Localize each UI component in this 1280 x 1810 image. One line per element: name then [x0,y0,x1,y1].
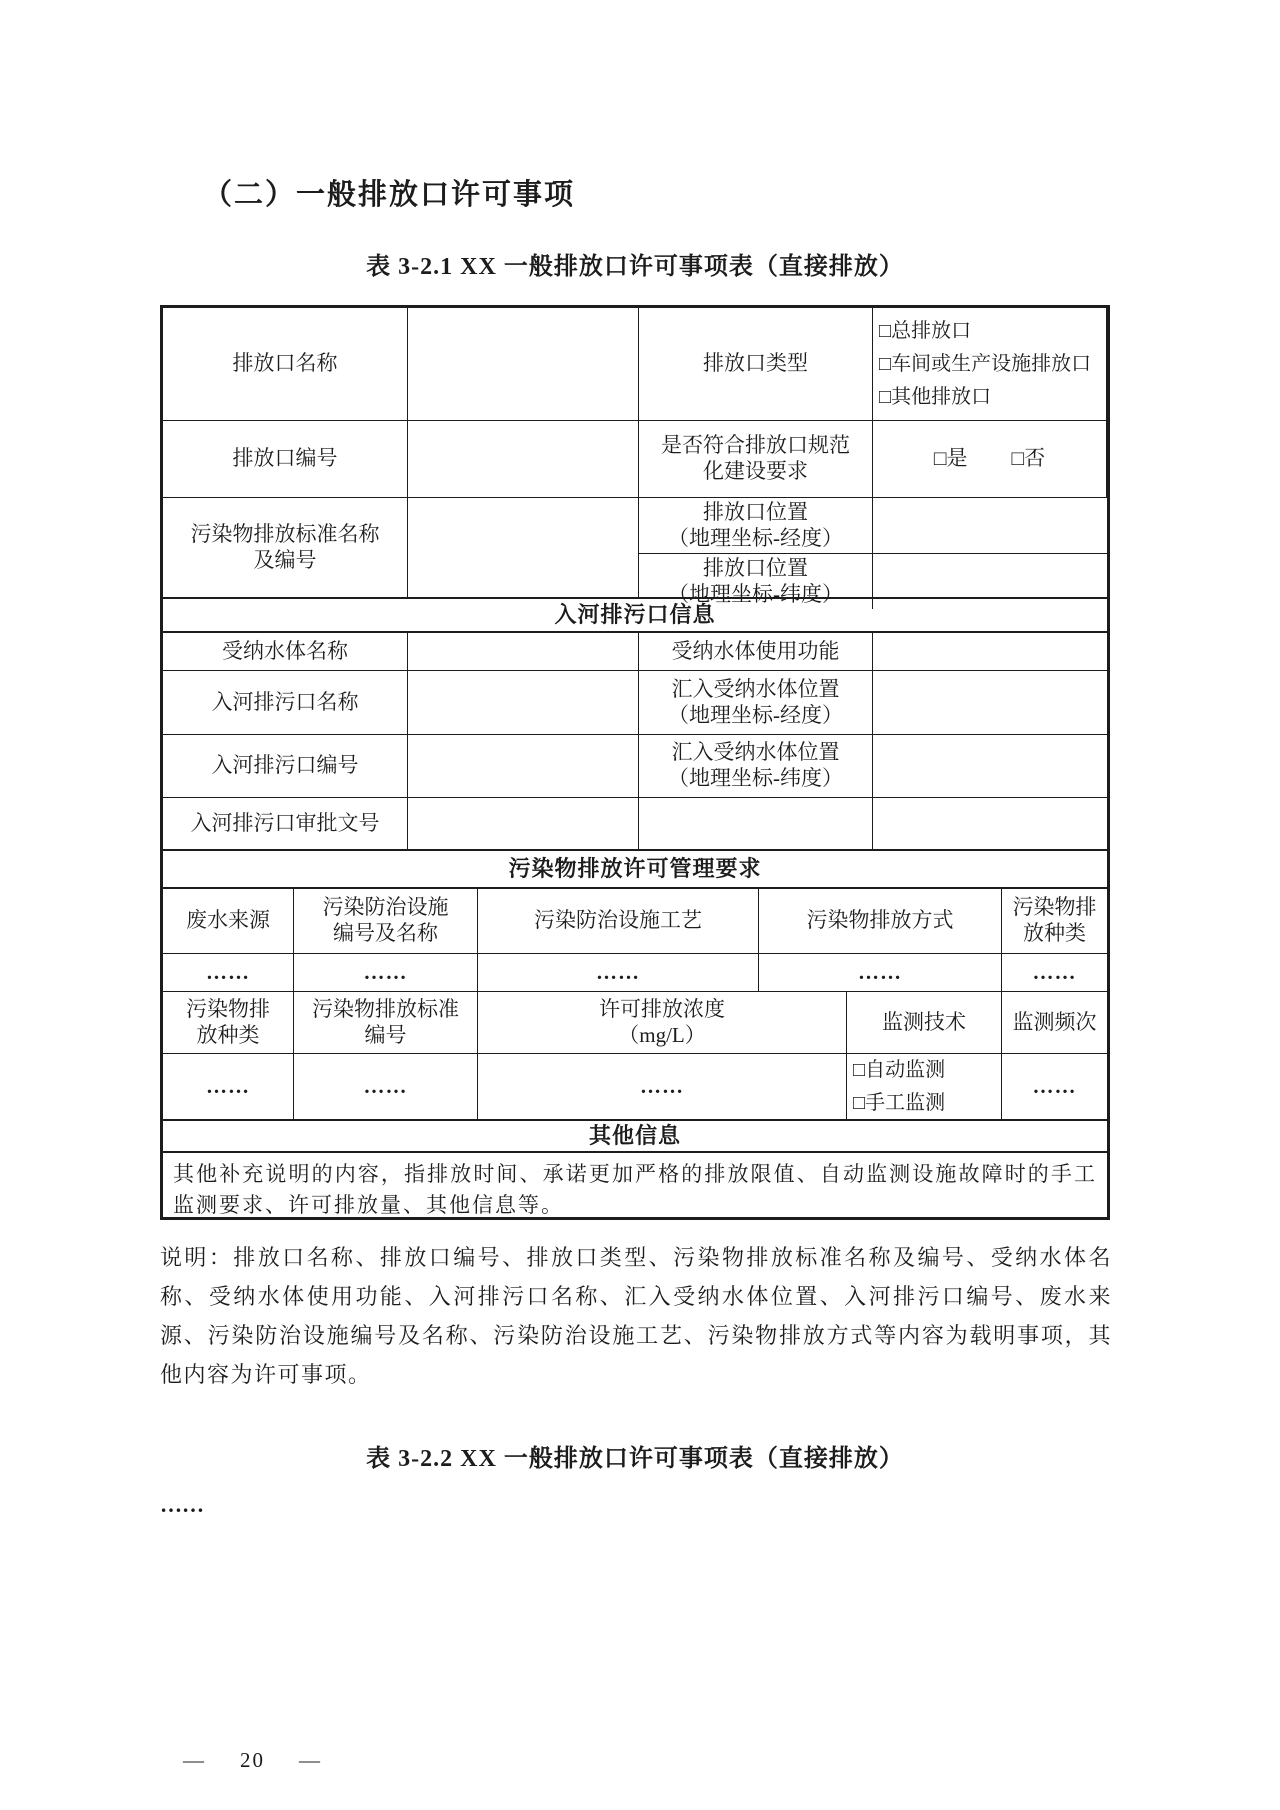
outlet-position-longitude-value-empty [873,498,1107,553]
outlet-name-label: 排放口名称 [163,308,408,420]
treatment-facility-id-line2: 编号及名称 [333,921,438,945]
outlet-name-value-empty [408,308,639,420]
standard-compliance-options [873,421,1107,497]
outlet-type-options [873,308,1107,420]
treatment-process-label: 污染防治设施工艺 [478,889,759,953]
outlet-position-longitude-label [639,498,873,553]
river-outfall-approval-empty2 [639,798,873,849]
outlet-position-longitude-line1: 排放口位置 [703,500,808,524]
treatment-process-value: …… [478,954,759,991]
pollutant-type2-line2: 放种类 [196,1022,260,1047]
checkbox-option-total-outlet: □总排放口 [879,319,972,342]
treatment-facility-id-label [294,889,478,953]
outlet-type-label: 排放口类型 [639,308,873,420]
checkbox-option-automatic-monitoring: □自动监测 [853,1058,946,1081]
outlet-number-value-empty [408,421,639,497]
standard-number-line2: 编号 [364,1022,407,1047]
checkbox-option-workshop-outlet: □车间或生产设施排放口 [879,352,1092,375]
monitoring-frequency-label: 监测频次 [1012,1009,1097,1034]
outlet-position-latitude-line1: 排放口位置 [703,556,808,581]
table-row-river-outfall-number [163,734,1107,797]
continuation-ellipsis: …… [160,1492,204,1517]
pollutant-type-label [1002,889,1107,953]
outlet-position-longitude-row [639,498,1107,553]
receiving-water-function-value-empty [873,633,1107,670]
treatment-facility-id-value: …… [294,954,478,991]
monitoring-technique-label: 监测技术 [847,992,1002,1053]
pollutant-type-line1: 污染物排 [1012,895,1097,920]
receiving-water-name-value-empty [408,633,639,670]
pollutant-type2-value: …… [163,1054,294,1119]
table-row-receiving-water [163,633,1107,670]
checkbox-option-no: □否 [1011,446,1046,471]
inflow-position-latitude-line1: 汇入受纳水体位置 [671,740,840,765]
inflow-position-longitude-line2: （地理坐标-经度） [668,702,843,727]
wastewater-source-label: 废水来源 [163,889,294,953]
river-outfall-number-value-empty [408,735,639,797]
river-outfall-approval-empty3 [873,798,1107,849]
pollutant-type-line2: 放种类 [1023,921,1086,945]
emission-standard-label-line2: 及编号 [253,547,317,572]
table-row-emission-standard [163,497,1107,606]
standard-number-label [294,992,478,1053]
standard-number-line1: 污染物排放标准 [312,996,459,1021]
checkbox-option-other-outlet: □其他排放口 [879,385,992,408]
table-row-other-info-text [163,1153,1107,1217]
standard-compliance-label [639,421,873,497]
receiving-water-function-label: 受纳水体使用功能 [639,633,873,670]
outlet-position-latitude-value-empty [873,554,1107,609]
emission-standard-label [163,498,408,597]
section-heading: （二）一般排放口许可事项 [203,179,576,211]
table-row-outlet-number [163,420,1107,497]
checkbox-option-manual-monitoring: □手工监测 [853,1091,946,1114]
treatment-facility-id-line1: 污染防治设施 [322,895,449,920]
river-outfall-approval-label: 入河排污口审批文号 [163,798,408,849]
section-header-other-info: 其他信息 [163,1119,1107,1153]
checkbox-option-yes: □是 [933,446,968,471]
table-row-treatment-values [163,953,1107,991]
standard-number-value: …… [294,1054,478,1119]
table-row-monitoring-values [163,1053,1107,1119]
inflow-position-longitude-label [639,671,873,734]
river-outfall-name-label: 入河排污口名称 [163,671,408,734]
wastewater-source-value: …… [163,954,294,991]
outlet-number-label: 排放口编号 [163,421,408,497]
permitted-concentration-line2: （mg/L） [618,1022,706,1047]
table-caption: 表 3-2.1 XX 一般排放口许可事项表（直接排放） [366,254,904,280]
inflow-position-latitude-value-empty [873,735,1107,797]
pollutant-type2-label [163,992,294,1053]
other-info-paragraph: 其他补充说明的内容，指排放时间、承诺更加严格的排放限值、自动监测设施故障时的手工监测要求、许可排放量、其他信息等。 [173,1162,1097,1217]
permitted-concentration-value: …… [478,1054,847,1119]
river-outfall-approval-value-empty [408,798,639,849]
table-row-river-outfall-name [163,670,1107,734]
emission-standard-value-empty [408,498,639,597]
page-number [183,1748,322,1773]
outlet-position-latitude-line2: （地理坐标-纬度） [668,581,843,606]
section-header-pollutant-permit-requirements: 污染物排放许可管理要求 [163,849,1107,889]
explanation-paragraph: 说明：排放口名称、排放口编号、排放口类型、污染物排放标准名称及编号、受纳水体名称、受纳水体使用功能、入河排污口名称、汇入受纳水体位置、入河排污口编号、废水来源、污染防治设施编号及名称、污染防治设施工艺、污染物排放方式等内容为载明事项，其他内容为许可事项。 [160,1245,1112,1387]
page-number-dash-left: — [183,1748,206,1772]
next-table-caption: 表 3-2.2 XX 一般排放口许可事项表（直接排放） [366,1446,904,1472]
page-number-value: 20 [240,1748,265,1772]
inflow-position-longitude-value-empty [873,671,1107,734]
pollutant-type2-line1: 污染物排 [186,996,270,1021]
monitoring-frequency-value: …… [1032,1073,1077,1098]
table-row-monitoring-headers [163,991,1107,1053]
discharge-mode-label: 污染物排放方式 [759,889,1002,953]
permit-items-table [160,305,1110,1220]
permitted-concentration-label [478,992,847,1053]
standard-compliance-label-line1: 是否符合排放口规范 [661,433,850,458]
inflow-position-latitude-line2: （地理坐标-纬度） [668,766,843,790]
permitted-concentration-line1: 许可排放浓度 [599,996,725,1021]
table-row-river-outfall-approval [163,797,1107,849]
discharge-mode-value: …… [759,954,1002,991]
inflow-position-longitude-line1: 汇入受纳水体位置 [671,676,840,701]
emission-standard-label-line1: 污染物排放标准名称 [190,521,380,546]
outlet-position-stack [639,498,1107,606]
page-number-dash-right: — [299,1748,322,1772]
inflow-position-latitude-label [639,735,873,797]
table-row-outlet-name [163,308,1107,420]
outlet-position-longitude-line2: （地理坐标-经度） [668,525,843,550]
receiving-water-name-label: 受纳水体名称 [163,633,408,670]
monitoring-technique-options [847,1054,1002,1119]
pollutant-type-value: …… [1032,959,1077,984]
river-outfall-number-label: 入河排污口编号 [163,735,408,797]
river-outfall-name-value-empty [408,671,639,734]
section-header-river-outfall-info: 入河排污口信息 [163,597,1107,633]
table-row-treatment-headers [163,889,1107,953]
standard-compliance-label-line2: 化建设要求 [703,459,808,483]
